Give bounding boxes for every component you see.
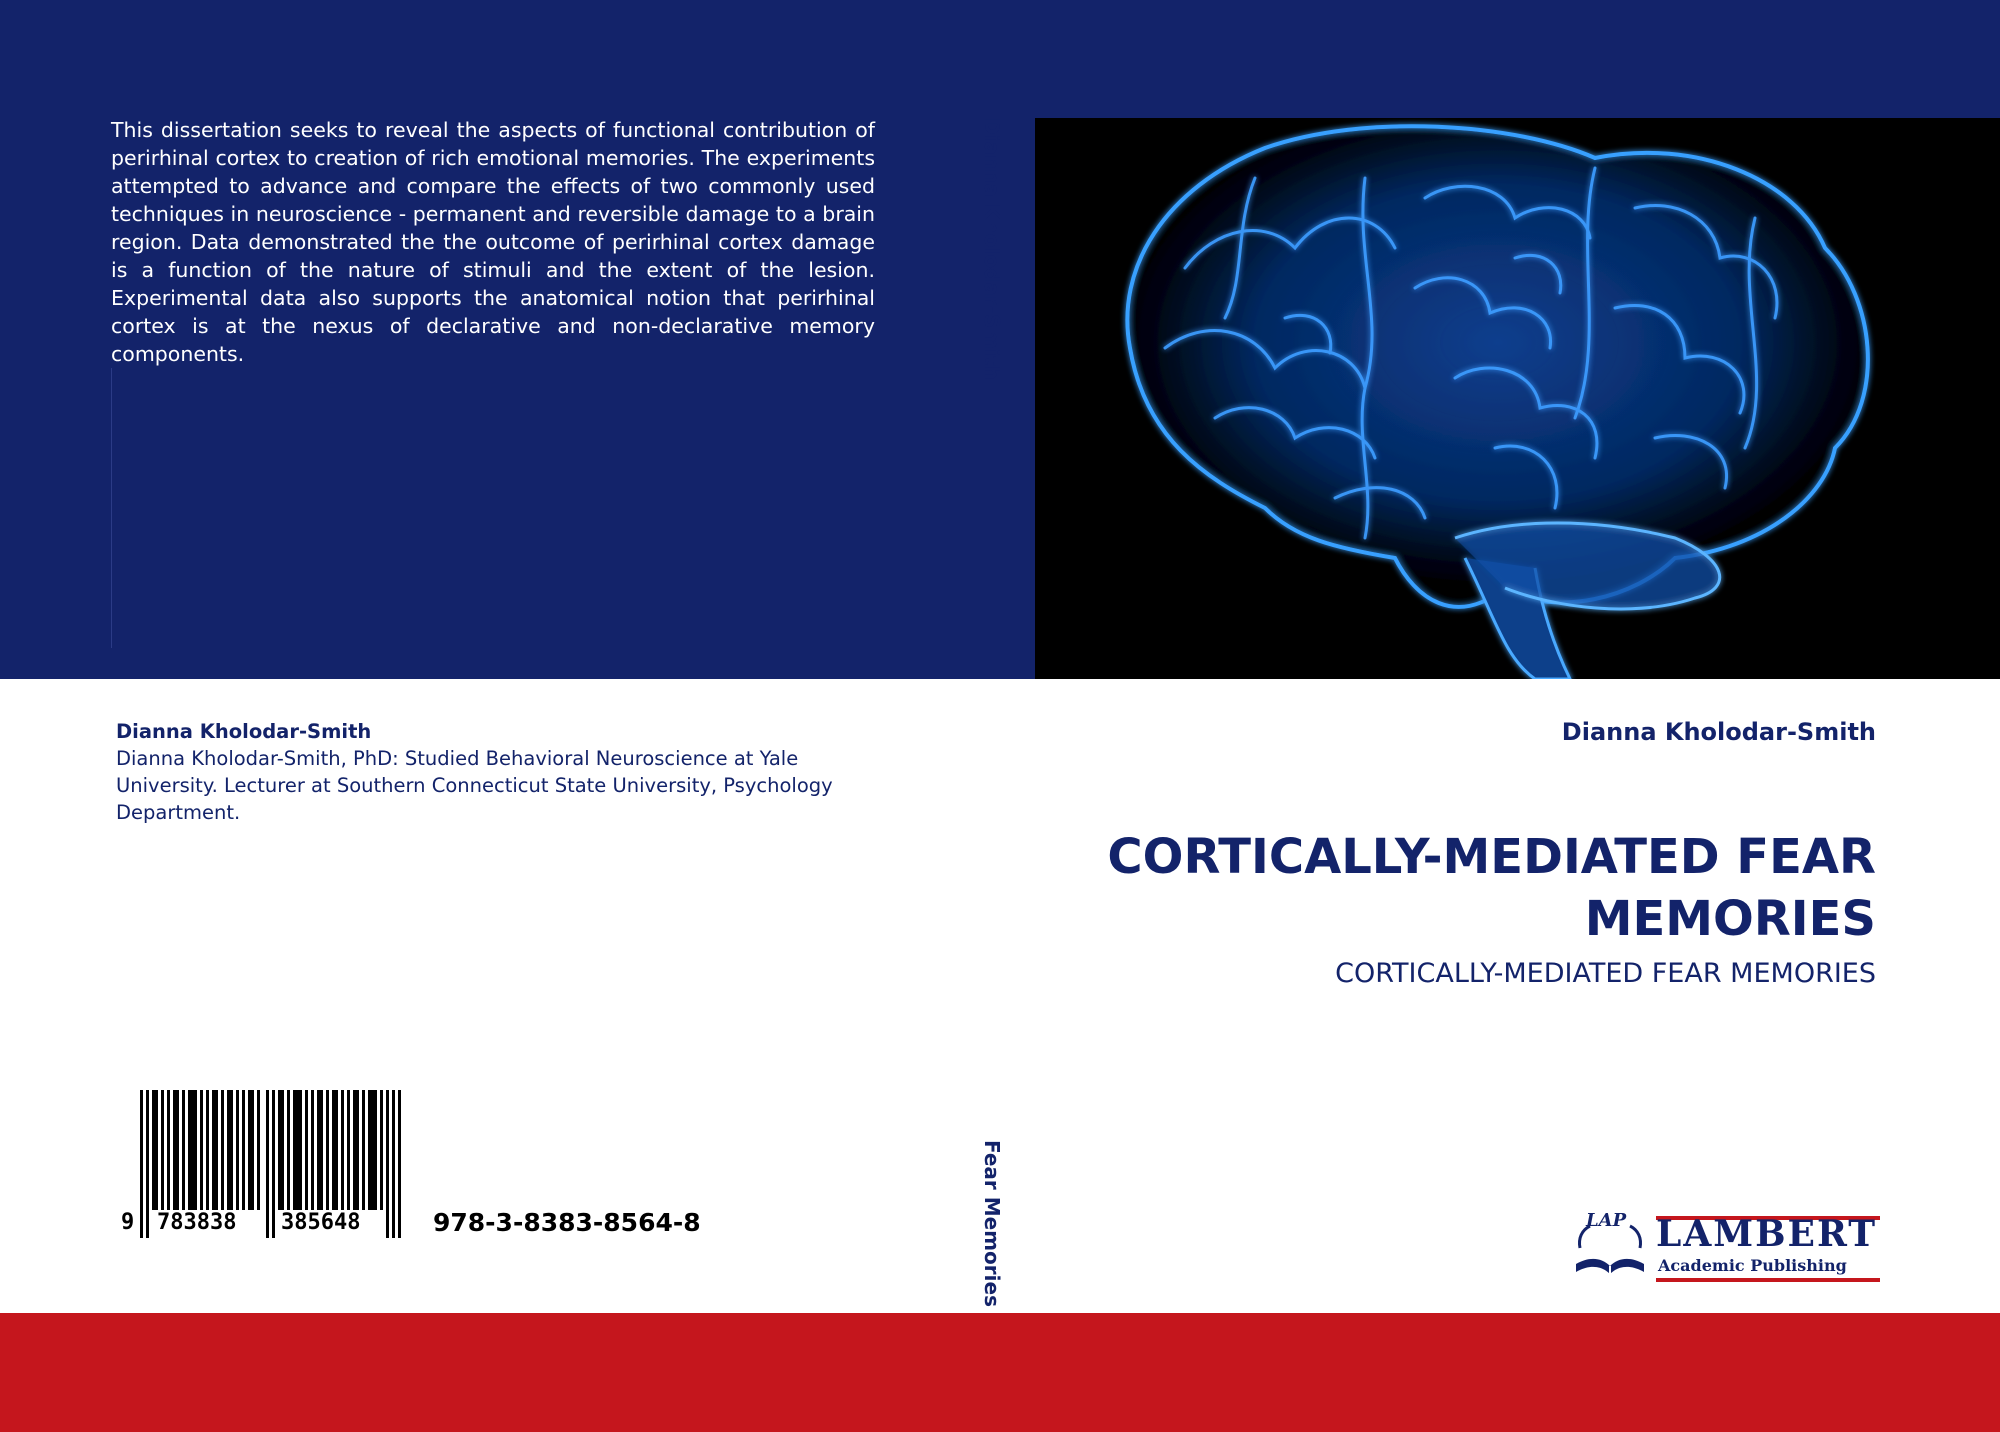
publisher-logo <box>1570 1208 1882 1288</box>
brain-illustration <box>1035 118 2000 679</box>
back-cover-divider <box>111 368 112 648</box>
front-subtitle: CORTICALLY-MEDIATED FEAR MEMORIES <box>1335 958 1876 989</box>
publisher-mark: LAP <box>1586 1210 1627 1231</box>
publisher-name: LAMBERT <box>1656 1213 1878 1255</box>
spine-author: Dianna Kholodar-Smith <box>980 118 1004 380</box>
logo-red-rule-bottom <box>1656 1278 1880 1282</box>
barcode-digits-right: 385648 <box>281 1210 361 1235</box>
front-title: CORTICALLY-MEDIATED FEAR MEMORIES <box>1107 829 1876 947</box>
spine-title: Fear Memories <box>980 1140 1004 1307</box>
author-name: Dianna Kholodar-Smith <box>116 720 372 743</box>
back-cover-blurb: This dissertation seeks to reveal the aspects of functional contribution of perirhinal cortex to creation of rich emotional memories. The experiments attempted to advance and compare the effects of two commonly used techniques in neuroscience - permanent and reversible damage to a brain region. Data demonstrated the the outcome of perirhinal cortex damage is a function of the nature of stimuli and the extent of the lesion. Experimental data also supports the anatomical notion that perirhinal cortex is at the nexus of declarative and non-declarative memory components. <box>111 118 875 366</box>
publisher-tagline: Academic Publishing <box>1658 1256 1847 1275</box>
author-bio: Dianna Kholodar-Smith, PhD: Studied Behavioral Neuroscience at Yale University. Lecturer at Southern Connecticut State University, Psychology Department. <box>116 747 833 824</box>
barcode-digit-lead: 9 <box>121 1210 135 1235</box>
bottom-red-band <box>0 1313 2000 1432</box>
isbn-number: 978-3-8383-8564-8 <box>433 1208 701 1237</box>
front-author: Dianna Kholodar-Smith <box>1561 718 1876 746</box>
barcode-digits <box>116 1210 416 1238</box>
barcode-digits-left: 783838 <box>157 1210 237 1235</box>
author-bio-block <box>116 718 876 826</box>
cover-brain-image <box>1035 118 2000 679</box>
